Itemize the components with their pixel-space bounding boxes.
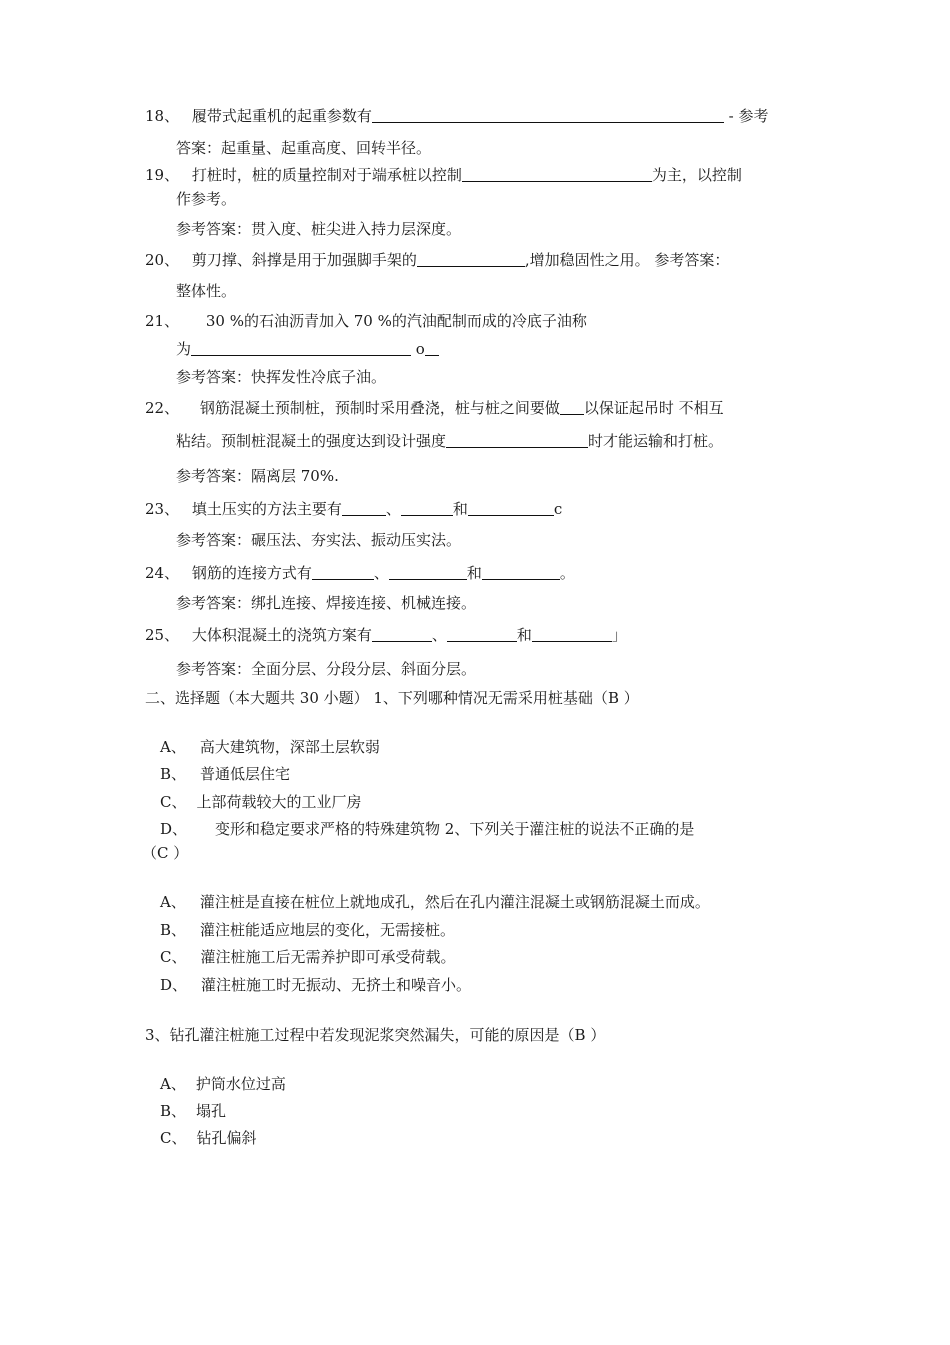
question-21 [145, 311, 587, 331]
question-number: 19、 [145, 166, 180, 184]
answer-blank [417, 250, 525, 267]
question-tail: - 参考 [728, 107, 769, 125]
question-number: 18、 [145, 107, 180, 125]
question-19-line2: 作参考。 [176, 190, 237, 208]
question-number: 25、 [145, 626, 180, 644]
answer-blank [468, 499, 554, 516]
question-tail: 为主，以控制 [651, 166, 742, 184]
question-number: 21、 [145, 312, 180, 330]
answer-blank [372, 625, 432, 642]
section-header-choice: 二、选择题（本大题共 30 小题） 1、下列哪种情况无需采用桩基础（B ） [145, 689, 639, 707]
option-q1-a: A、 高大建筑物，深部土层软弱 [160, 738, 380, 756]
question-text: 履带式起重机的起重参数有 [191, 107, 372, 125]
question-number: 23、 [145, 500, 180, 518]
answer-blank [446, 431, 588, 448]
answer-blank [447, 625, 517, 642]
question-21-line2: 为 o [176, 339, 439, 359]
answer-blank [401, 499, 453, 516]
option-q2-d: D、 灌注桩施工时无振动、无挤土和噪音小。 [160, 976, 472, 994]
answer-blank [191, 339, 411, 356]
question-tail: 以保证起吊时 不相互 [583, 399, 724, 417]
question-20 [145, 250, 729, 270]
answer-blank [560, 398, 584, 415]
question-23: 23、 填土压实的方法主要有 、 和 c [145, 500, 563, 518]
answer-blank [532, 625, 612, 642]
option-q1-d: D、 变形和稳定要求严格的特殊建筑物 2、下列关于灌注桩的说法不正确的是 [160, 820, 695, 838]
question-20-line2: 整体性。 [176, 282, 237, 300]
option-q1-b: B、 普通低层住宅 [160, 765, 291, 783]
option-q1-c: C、 上部荷载较大的工业厂房 [160, 793, 362, 811]
question-18 [145, 106, 769, 126]
question-3: 3、钻孔灌注桩施工过程中若发现泥浆突然漏失，可能的原因是（B ） [145, 1026, 606, 1044]
question-tail: ,增加稳固性之用。 参考答案： [524, 251, 730, 269]
question-19 [145, 165, 742, 185]
question-text: 30 %的石油沥青加入 70 %的汽油配制而成的冷底子油称 [205, 312, 587, 330]
question-text: 打桩时，桩的质量控制对于端承桩以控制 [191, 166, 462, 184]
question-number: 20、 [145, 251, 180, 269]
option-q2-c: C、 灌注桩施工后无需养护即可承受荷载。 [160, 948, 456, 966]
answer-25: 参考答案：全面分层、分段分层、斜面分层。 [176, 660, 477, 678]
question-number: 22、 [145, 399, 180, 417]
option-q3-b: B、 塌孔 [160, 1102, 227, 1120]
question-text: 大体积混凝土的浇筑方案有 [191, 626, 372, 644]
option-q3-a: A、 护筒水位过高 [160, 1075, 286, 1093]
question-22 [145, 398, 724, 418]
question-24: 24、 钢筋的连接方式有 、 和 。 [145, 564, 575, 582]
question-text: 填土压实的方法主要有 [191, 500, 342, 518]
question-text: 剪刀撑、斜撑是用于加强脚手架的 [191, 251, 417, 269]
question-22-line2: 粘结。预制桩混凝土的强度达到设计强度 时才能运输和打桩。 [176, 432, 724, 450]
answer-blank [342, 499, 386, 516]
answer-blank [389, 563, 467, 580]
answer-blank [312, 563, 374, 580]
question-text: 钢筋混凝土预制桩，预制时采用叠浇，桩与桩之间要做 [199, 399, 560, 417]
answer-blank [425, 339, 439, 356]
answer-blank [372, 106, 724, 123]
answer-21: 参考答案：快挥发性冷底子油。 [176, 368, 387, 386]
option-q3-c: C、 钻孔偏斜 [160, 1129, 257, 1147]
question-text: 钢筋的连接方式有 [191, 564, 312, 582]
answer-23: 参考答案：碾压法、夯实法、振动压实法。 [176, 531, 462, 549]
question-number: 24、 [145, 564, 180, 582]
answer-24: 参考答案：绑扎连接、焊接连接、机械连接。 [176, 594, 477, 612]
answer-18: 答案：起重量、起重高度、回转半径。 [176, 139, 432, 157]
option-q2-b: B、 灌注桩能适应地层的变化，无需接桩。 [160, 921, 456, 939]
answer-blank [482, 563, 560, 580]
answer-22: 参考答案：隔离层 70%. [176, 467, 339, 485]
answer-blank [462, 165, 652, 182]
question-25: 25、 大体积混凝土的浇筑方案有 、 和 」 [145, 626, 627, 644]
option-q2-a: A、 灌注桩是直接在桩位上就地成孔，然后在孔内灌注混凝土或钢筋混凝土而成。 [160, 893, 710, 911]
answer-19: 参考答案：贯入度、桩尖进入持力层深度。 [176, 220, 462, 238]
question-2-answer: （C ） [142, 844, 189, 862]
